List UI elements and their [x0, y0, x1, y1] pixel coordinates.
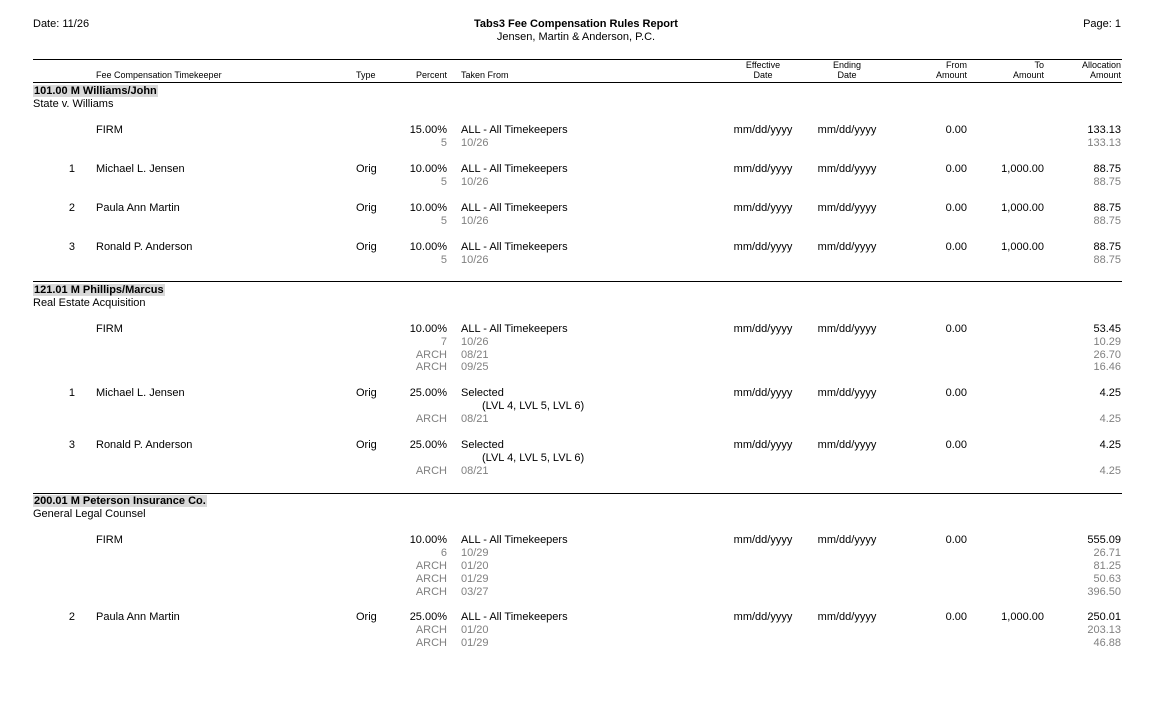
client-separator: [33, 281, 1122, 282]
col-effective-1: Effective: [745, 60, 781, 70]
sub-label: ARCH: [415, 586, 447, 598]
rule-type: Orig: [356, 611, 377, 623]
rule-taken-from: ALL - All Timekeepers: [461, 534, 568, 546]
rule-allocation: 250.01: [1087, 611, 1121, 623]
rule-type: Orig: [356, 163, 377, 175]
client-id: 101.00 M Williams/John: [34, 85, 157, 97]
rule-from-amount: 0.00: [945, 163, 967, 175]
col-ending-1: Ending: [832, 60, 862, 70]
sub-label: ARCH: [415, 413, 447, 425]
sub-date: 01/29: [461, 573, 489, 585]
col-from-1: From: [946, 60, 967, 70]
rule-number: 3: [68, 241, 75, 253]
sub-amount: 26.70: [1093, 349, 1121, 361]
rule-timekeeper: Paula Ann Martin: [96, 202, 180, 214]
sub-label: ARCH: [415, 624, 447, 636]
rule-percent: 10.00%: [409, 534, 447, 546]
sub-date: 10/26: [461, 176, 489, 188]
rule-allocation: 4.25: [1099, 387, 1121, 399]
rule-to-amount: 1,000.00: [1001, 241, 1044, 253]
col-taken-from: Taken From: [461, 70, 509, 80]
rule-allocation: 88.75: [1093, 163, 1121, 175]
rule-from-amount: 0.00: [945, 124, 967, 136]
rule-effective-date: mm/dd/yyyy: [733, 202, 793, 214]
client-matter: Real Estate Acquisition: [33, 297, 146, 309]
client-id: 121.01 M Phillips/Marcus: [34, 284, 164, 296]
rule-ending-date: mm/dd/yyyy: [817, 202, 877, 214]
rule-levels: (LVL 4, LVL 5, LVL 6): [482, 452, 585, 464]
sub-amount: 46.88: [1093, 637, 1121, 649]
rule-to-amount: 1,000.00: [1001, 611, 1044, 623]
rule-allocation: 53.45: [1093, 323, 1121, 335]
rule-timekeeper: Ronald P. Anderson: [96, 241, 193, 253]
sub-label: 5: [440, 137, 447, 149]
sub-date: 01/20: [461, 624, 489, 636]
rule-effective-date: mm/dd/yyyy: [733, 241, 793, 253]
rule-number: 1: [68, 387, 75, 399]
sub-label: 5: [440, 254, 447, 266]
rule-type: Orig: [356, 241, 377, 253]
rule-ending-date: mm/dd/yyyy: [817, 439, 877, 451]
col-effective-2: Date: [753, 70, 773, 80]
sub-amount: 203.13: [1087, 624, 1121, 636]
sub-amount: 10.29: [1093, 336, 1121, 348]
sub-date: 01/20: [461, 560, 489, 572]
sub-date: 09/25: [461, 361, 489, 373]
rule-effective-date: mm/dd/yyyy: [733, 534, 793, 546]
sub-label: 5: [440, 215, 447, 227]
sub-date: 10/26: [461, 137, 489, 149]
rule-taken-from: ALL - All Timekeepers: [461, 124, 568, 136]
rule-allocation: 4.25: [1099, 439, 1121, 451]
sub-date: 08/21: [461, 465, 489, 477]
sub-amount: 50.63: [1093, 573, 1121, 585]
col-from-2: Amount: [935, 70, 967, 80]
rule-ending-date: mm/dd/yyyy: [817, 163, 877, 175]
rule-taken-from: ALL - All Timekeepers: [461, 241, 568, 253]
sub-label: ARCH: [415, 465, 447, 477]
sub-amount: 88.75: [1093, 215, 1121, 227]
rule-effective-date: mm/dd/yyyy: [733, 439, 793, 451]
sub-date: 10/26: [461, 336, 489, 348]
rule-taken-from: ALL - All Timekeepers: [461, 611, 568, 623]
rule-from-amount: 0.00: [945, 323, 967, 335]
col-timekeeper: Fee Compensation Timekeeper: [96, 70, 222, 80]
rule-effective-date: mm/dd/yyyy: [733, 124, 793, 136]
report-title: Tabs3 Fee Compensation Rules Report: [474, 18, 678, 30]
sub-date: 03/27: [461, 586, 489, 598]
sub-amount: 396.50: [1087, 586, 1121, 598]
rule-timekeeper: FIRM: [96, 124, 123, 136]
rule-effective-date: mm/dd/yyyy: [733, 387, 793, 399]
rule-timekeeper: FIRM: [96, 323, 123, 335]
rule-timekeeper: Paula Ann Martin: [96, 611, 180, 623]
rule-taken-from: ALL - All Timekeepers: [461, 163, 568, 175]
rule-allocation: 88.75: [1093, 202, 1121, 214]
sub-date: 01/29: [461, 637, 489, 649]
sub-label: ARCH: [415, 560, 447, 572]
sub-date: 10/29: [461, 547, 489, 559]
rule-percent: 25.00%: [409, 439, 447, 451]
rule-allocation: 555.09: [1087, 534, 1121, 546]
col-allocation-2: Amount: [1089, 70, 1121, 80]
sub-amount: 4.25: [1099, 413, 1121, 425]
client-matter: State v. Williams: [33, 98, 114, 110]
rule-timekeeper: Michael L. Jensen: [96, 163, 185, 175]
sub-amount: 81.25: [1093, 560, 1121, 572]
rule-type: Orig: [356, 439, 377, 451]
col-to-2: Amount: [1012, 70, 1044, 80]
sub-label: 7: [440, 336, 447, 348]
rule-timekeeper: FIRM: [96, 534, 123, 546]
rule-allocation: 88.75: [1093, 241, 1121, 253]
rule-number: 3: [68, 439, 75, 451]
sub-label: 6: [440, 547, 447, 559]
rule-from-amount: 0.00: [945, 202, 967, 214]
report-date: Date: 11/26: [33, 18, 90, 30]
sub-amount: 26.71: [1093, 547, 1121, 559]
rule-taken-from: Selected: [461, 439, 504, 451]
rule-timekeeper: Michael L. Jensen: [96, 387, 185, 399]
rule-percent: 25.00%: [409, 387, 447, 399]
rule-timekeeper: Ronald P. Anderson: [96, 439, 193, 451]
col-type: Type: [356, 70, 376, 80]
sub-amount: 4.25: [1099, 465, 1121, 477]
client-matter: General Legal Counsel: [33, 508, 146, 520]
rule-type: Orig: [356, 202, 377, 214]
col-ending-2: Date: [837, 70, 857, 80]
sub-label: ARCH: [415, 573, 447, 585]
col-to-1: To: [1034, 60, 1044, 70]
rule-effective-date: mm/dd/yyyy: [733, 163, 793, 175]
rule-percent: 10.00%: [409, 241, 447, 253]
sub-label: 5: [440, 176, 447, 188]
client-separator: [33, 493, 1122, 494]
sub-date: 08/21: [461, 349, 489, 361]
rule-ending-date: mm/dd/yyyy: [817, 241, 877, 253]
page-number: Page: 1: [1083, 18, 1121, 30]
sub-date: 08/21: [461, 413, 489, 425]
rule-taken-from: Selected: [461, 387, 504, 399]
sub-amount: 133.13: [1087, 137, 1121, 149]
header-bottom-rule: [33, 82, 1122, 83]
rule-ending-date: mm/dd/yyyy: [817, 387, 877, 399]
rule-to-amount: 1,000.00: [1001, 202, 1044, 214]
rule-from-amount: 0.00: [945, 241, 967, 253]
col-percent: Percent: [415, 70, 447, 80]
sub-date: 10/26: [461, 215, 489, 227]
rule-percent: 25.00%: [409, 611, 447, 623]
rule-from-amount: 0.00: [945, 387, 967, 399]
rule-number: 2: [68, 611, 75, 623]
rule-ending-date: mm/dd/yyyy: [817, 534, 877, 546]
rule-from-amount: 0.00: [945, 439, 967, 451]
sub-amount: 88.75: [1093, 254, 1121, 266]
rule-to-amount: 1,000.00: [1001, 163, 1044, 175]
rule-percent: 10.00%: [409, 202, 447, 214]
rule-from-amount: 0.00: [945, 611, 967, 623]
rule-taken-from: ALL - All Timekeepers: [461, 323, 568, 335]
client-id: 200.01 M Peterson Insurance Co.: [34, 495, 206, 507]
rule-levels: (LVL 4, LVL 5, LVL 6): [482, 400, 585, 412]
rule-allocation: 133.13: [1087, 124, 1121, 136]
rule-number: 2: [68, 202, 75, 214]
rule-percent: 15.00%: [409, 124, 447, 136]
sub-label: ARCH: [415, 637, 447, 649]
sub-amount: 16.46: [1093, 361, 1121, 373]
sub-label: ARCH: [415, 349, 447, 361]
firm-name: Jensen, Martin & Anderson, P.C.: [496, 31, 656, 43]
rule-from-amount: 0.00: [945, 534, 967, 546]
rule-type: Orig: [356, 387, 377, 399]
rule-ending-date: mm/dd/yyyy: [817, 124, 877, 136]
rule-effective-date: mm/dd/yyyy: [733, 323, 793, 335]
rule-ending-date: mm/dd/yyyy: [817, 611, 877, 623]
col-allocation-1: Allocation: [1081, 60, 1121, 70]
rule-taken-from: ALL - All Timekeepers: [461, 202, 568, 214]
sub-amount: 88.75: [1093, 176, 1121, 188]
rule-ending-date: mm/dd/yyyy: [817, 323, 877, 335]
rule-percent: 10.00%: [409, 163, 447, 175]
sub-label: ARCH: [415, 361, 447, 373]
rule-effective-date: mm/dd/yyyy: [733, 611, 793, 623]
rule-number: 1: [68, 163, 75, 175]
sub-date: 10/26: [461, 254, 489, 266]
rule-percent: 10.00%: [409, 323, 447, 335]
